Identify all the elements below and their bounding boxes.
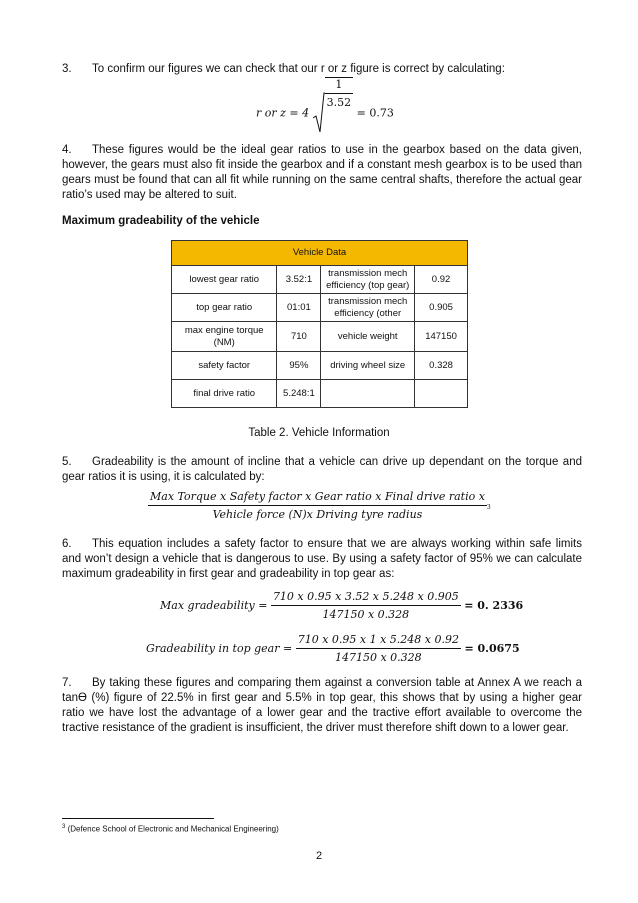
paragraph-number: 7. — [62, 677, 72, 689]
fraction-numerator: Max Torque x Safety factor x Gear ratio x Final drive ratio x — [148, 490, 487, 506]
paragraph-number: 4. — [62, 144, 72, 156]
footnote-separator — [62, 818, 214, 819]
equation-r-or-z — [256, 78, 394, 134]
paragraph-text: To confirm our figures we can check that our r or z figure is correct by calculating: — [92, 63, 505, 75]
paragraph-text: By taking these figures and comparing them against a conversion table at Annex A we reach a tanϴ (%) figure of 22.5% in first gear and 5.5% in top gear, this shows that by using a higher gear ratio we have lost the advantage of a lower gear and the tractive effort available to overcome the tractive resistance of the gradient is insufficient, the driver must therefore shift down to a lower gear. — [62, 677, 582, 734]
equation-result: = 0. 2336 — [464, 599, 524, 612]
page-number: 2 — [315, 850, 323, 862]
radical-sign-icon — [313, 92, 325, 134]
equation-fraction — [325, 78, 354, 109]
paragraph-number: 3. — [62, 63, 72, 75]
table-cell — [321, 380, 415, 408]
table-cell: transmission mech efficiency (other — [321, 294, 415, 322]
table-row — [172, 294, 468, 322]
equation-lhs: Gradeability in top gear = — [146, 642, 293, 655]
vehicle-data-table — [171, 240, 468, 408]
fraction-numerator: 1 — [325, 78, 354, 94]
table-cell: final drive ratio — [172, 380, 277, 408]
fraction-denominator: 147150 x 0.328 — [322, 608, 410, 621]
paragraph-text: Gradeability is the amount of incline that a vehicle can drive up dependant on the torque and gear ratios it is using, it is calculated by: — [62, 456, 582, 483]
table-caption: Table 2. Vehicle Information — [248, 427, 390, 439]
paragraph-7 — [62, 676, 582, 736]
table-row — [172, 380, 468, 408]
footnote-number: 3 — [62, 824, 66, 830]
table-row — [172, 266, 468, 294]
table-cell: 0.328 — [415, 352, 468, 380]
table-row — [172, 352, 468, 380]
equation-fraction — [271, 590, 461, 621]
table-cell: 95% — [277, 352, 321, 380]
table-cell: 147150 — [415, 322, 468, 352]
table-cell: driving wheel size — [321, 352, 415, 380]
paragraph-5 — [62, 455, 582, 485]
equation-lhs: r or z = 4 — [256, 106, 310, 120]
equation-lhs: Max gradeability = — [160, 599, 268, 612]
footnote-text: (Defence School of Electronic and Mechanical Engineering) — [65, 824, 279, 834]
table-title: Vehicle Data — [172, 241, 468, 266]
table-cell: vehicle weight — [321, 322, 415, 352]
table-cell: safety factor — [172, 352, 277, 380]
equation-gradeability — [148, 490, 491, 521]
table-cell: 5.248:1 — [277, 380, 321, 408]
table-cell: 0.92 — [415, 266, 468, 294]
fraction-denominator: 3.52 — [326, 96, 352, 109]
equation-fraction — [148, 490, 487, 521]
table-cell: lowest gear ratio — [172, 266, 277, 294]
section-heading: Maximum gradeability of the vehicle — [62, 215, 260, 227]
equation-result: = 0.0675 — [464, 642, 520, 655]
footnote-reference: 3 — [486, 504, 491, 511]
equation-fraction — [296, 633, 461, 664]
paragraph-text: This equation includes a safety factor to ensure that we are always working within safe limits and won’t design a vehicle that is dangerous to use. By using a safety factor of 95% we can calculate maximum gradeability in first gear and gradeability in top gear as: — [62, 538, 582, 580]
paragraph-text: These figures would be the ideal gear ratios to use in the gearbox based on the data given, however, the gears must also fit inside the gearbox and if a constant mesh gearbox is to be used than gears must be found that can all fit while running on the same central shafts, therefore the actual gear ratio’s used may be altered to suit. — [62, 144, 582, 201]
paragraph-3 — [62, 62, 582, 77]
fraction-denominator: 147150 x 0.328 — [334, 651, 422, 664]
table-cell: top gear ratio — [172, 294, 277, 322]
fraction-numerator: 710 x 0.95 x 1 x 5.248 x 0.92 — [296, 633, 461, 649]
equation-max-gradeability — [160, 590, 523, 621]
square-root — [313, 78, 354, 134]
table-cell: 01:01 — [277, 294, 321, 322]
paragraph-number: 5. — [62, 456, 72, 468]
fraction-numerator: 710 x 0.95 x 3.52 x 5.248 x 0.905 — [271, 590, 461, 606]
paragraph-4 — [62, 143, 582, 203]
table-cell: 3.52:1 — [277, 266, 321, 294]
equation-rhs: = 0.73 — [356, 106, 394, 120]
table-cell: 0.905 — [415, 294, 468, 322]
equation-top-gear-gradeability — [146, 633, 520, 664]
paragraph-6 — [62, 537, 582, 582]
table-cell: transmission mech efficiency (top gear) — [321, 266, 415, 294]
table-cell — [415, 380, 468, 408]
table-cell: max engine torque (NM) — [172, 322, 277, 352]
footnote — [62, 824, 279, 834]
table-row — [172, 322, 468, 352]
table-cell: 710 — [277, 322, 321, 352]
fraction-denominator: Vehicle force (N)x Driving tyre radius — [212, 508, 423, 521]
paragraph-number: 6. — [62, 538, 72, 550]
